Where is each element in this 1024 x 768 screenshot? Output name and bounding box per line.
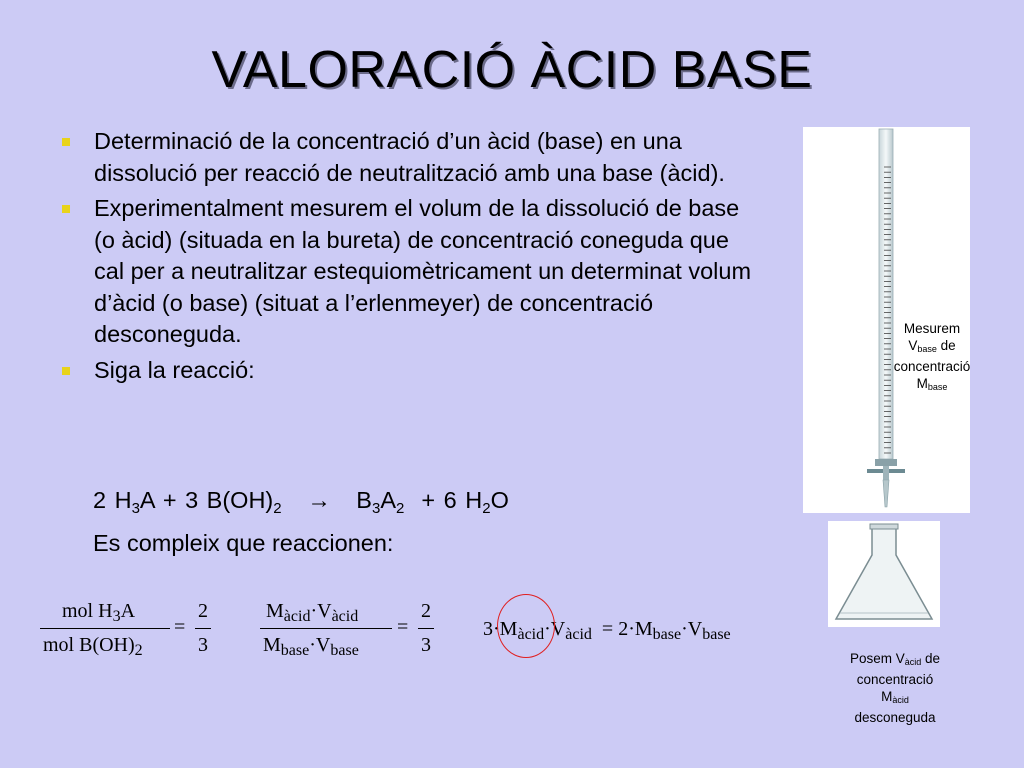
bullet-square-icon — [62, 367, 70, 375]
neutralization-equation: $3\cdot M_{àcid}\cdot V_{àcid} = 2\cdot M_{base}\cdot V_{base}$ — [483, 618, 731, 643]
bullet-square-icon — [62, 138, 70, 146]
erlenmeyer-flask-image — [828, 521, 940, 627]
eq2-numerator: $M_{àcid}\cdot V_{àcid}$ — [266, 600, 359, 625]
bullet-text: Experimentalment mesurem el volum de la dissolució de base (o àcid) (situada en la bureta) de concentració coneguda que cal per a neutralitzar estequiomètricament un determinat volum d’àcid (o base) (situat a l’erlenmeyer) de concentració desconeguda. — [94, 195, 752, 347]
bullet-text: Determinació de la concentració d’un àcid (base) en una dissolució per reacció de neutralització amb una base (àcid). — [94, 128, 725, 186]
slide-title: VALORACIÓ ÀCID BASE — [211, 41, 813, 99]
bullet-experiment — [62, 193, 762, 351]
bullet-square-icon — [62, 205, 70, 213]
bullet-reaction — [62, 355, 762, 387]
bullet-definition — [62, 126, 762, 189]
eq1-denominator: mol $B(OH)_2$ — [43, 634, 143, 659]
complex-text: Es compleix que reaccionen: — [93, 530, 394, 556]
eq2-denominator: $M_{base}\cdot V_{base}$ — [263, 634, 359, 659]
bullet-text: Siga la reacció: — [94, 356, 255, 383]
eq1-numerator: mol $H_3A$ — [62, 600, 136, 625]
highlight-circle — [497, 594, 555, 658]
reaction-equation: 2 $H_3A + 3$ $B(OH)_2$ → $B_3A_2 + 6$ $H_2O$ — [93, 487, 509, 517]
buret-caption: Mesurem $V_{base}$ de concentració $M_{base}$ — [893, 321, 971, 392]
flask-caption: Posem $V_{àcid}$ de concentració $M_{àcid}$ desconeguda — [849, 651, 941, 725]
bullet-list — [62, 126, 762, 390]
